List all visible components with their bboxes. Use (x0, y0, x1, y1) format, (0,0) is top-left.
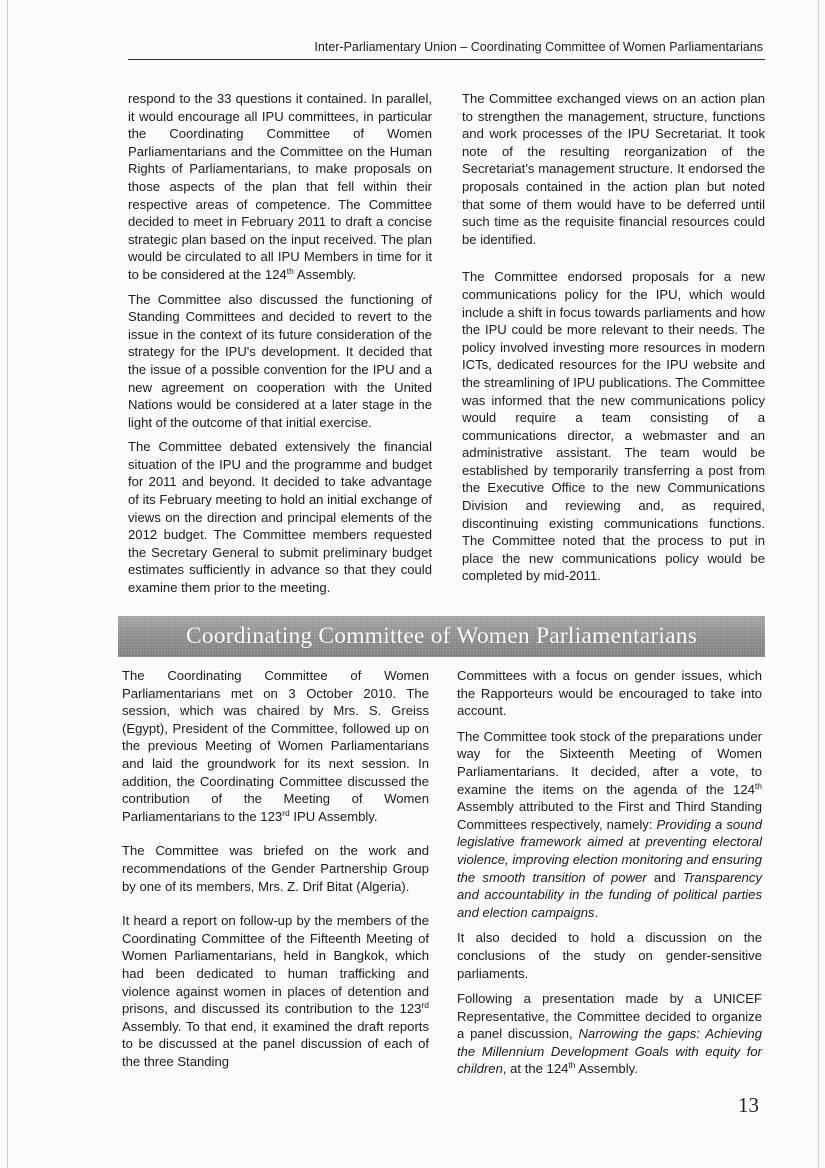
paragraph-standing-committees: The Committee also discussed the functioning of Standing Committees and decided to revert to the issue in the context of its future consideration of the strategy for the IPU's development. It decided that the issue of a possible convention for the IPU and a new agreement on cooperation with the United Nations would be considered at a later stage in the light of the outcome of that initial exercise. (128, 291, 432, 430)
paragraph-sixteenth-meeting: The Committee took stock of the preparations under way for the Sixteenth Meeting of Women Parliamentarians. It decided, after a vote, to examine the items on the agenda of the 124th Assembly attributed to the First and Third Standing Committees respectively, namely: Providing a sound legislative framework aimed at preventing electoral violence, improving election monitoring and ensuring the smooth transition of power and Transparency and accountability in the funding of political parties and election campaigns. (457, 728, 762, 920)
paragraph-communications-policy: The Committee endorsed proposals for a new communications policy for the IPU, which would include a shift in focus towards parliaments and how the IPU could be more relevant to their needs. The policy involved investing more resources in modern ICTs, dedicated resources for the IPU website and the streamlining of IPU publications. The Committee was informed that the new communications policy would require a team consisting of a communications director, a webmaster and an administrative assistant. The team would be established by temporarily transferring a post from the Executive Office to the new Communications Division and reviewing and, as required, discontinuing existing communications functions. The Committee noted that the process to put in place the new communications policy would be completed by mid-2011. (462, 269, 765, 584)
paragraph-meeting-summary: The Coordinating Committee of Women Parliamentarians met on 3 October 2010. The session, which was chaired by Mrs. S. Greiss (Egypt), President of the Committee, followed up on the previous Meeting of Women Parliamentarians and laid the groundwork for its next session. In addition, the Coordinating Committee discussed the contribution of the Meeting of Women Parliamentarians to the 123rd IPU Assembly. (122, 668, 429, 824)
paragraph-unicef-panel: Following a presentation made by a UNICEF Representative, the Committee decided to organize a panel discussion, Narrowing the gaps: Achieving the Millennium Development Goals with equity for children, at the 124th Assembly. (457, 991, 762, 1077)
paragraph-action-plan: The Committee exchanged views on an action plan to strengthen the management, structure, functions and work processes of the IPU Secretariat. It took note of the resulting reorganization of the Secretariat's management structure. It endorsed the proposals contained in the action plan but noted that some of them would have to be deferred until such time as the requisite financial resources could be identified. (462, 91, 765, 247)
section-banner (118, 616, 765, 657)
paragraph-strategic-plan: respond to the 33 questions it contained. In parallel, it would encourage all IPU committees, in particular the Coordinating Committee of Women Parliamentarians and the Committee on the Human Rights of Parliamentarians, to make proposals on those aspects of the plan that fell within their respective areas of competence. The Committee decided to meet in February 2011 to draft a concise strategic plan based on the input received. The plan would be circulated to all IPU Members in time for it to be considered at the 124th Assembly. (128, 91, 432, 282)
column-top-left (128, 90, 432, 597)
paragraph-gender-partnership: The Committee was briefed on the work and recommendations of the Gender Partnership Group by one of its members, Mrs. Z. Drif Bitat (Algeria). (122, 843, 429, 894)
column-bottom-right (457, 667, 762, 1078)
paragraph-rapporteurs: Committees with a focus on gender issues, which the Rapporteurs would be encouraged to take into account. (457, 668, 762, 719)
scan-edge-right (818, 0, 819, 1168)
header-rule (128, 59, 765, 60)
paragraph-gender-sensitive-study: It also decided to hold a discussion on the conclusions of the study on gender-sensitive parliaments. (457, 930, 762, 981)
scan-edge-left (7, 0, 8, 1168)
paragraph-follow-up-report: It heard a report on follow-up by the members of the Coordinating Committee of the Fifteenth Meeting of Women Parliamentarians, held in Bangkok, which had been dedicated to human trafficking and violence against women in places of detention and prisons, and discussed its contribution to the 123rd Assembly. To that end, it examined the draft reports to be discussed at the panel discussion of each of the three Standing (122, 913, 429, 1069)
page-number: 13 (738, 1093, 759, 1117)
column-top-right (462, 90, 765, 585)
running-header: Inter-Parliamentary Union – Coordinating Committee of Women Parliamentarians (314, 40, 763, 54)
section-title: Coordinating Committee of Women Parliamentarians (185, 623, 698, 649)
paragraph-financial-situation: The Committee debated extensively the financial situation of the IPU and the programme and budget for 2011 and beyond. It decided to take advantage of its February meeting to hold an initial exchange of views on the direction and principal elements of the 2012 budget. The Committee members requested the Secretary General to submit preliminary budget estimates sufficiently in advance so that they could examine them prior to the meeting. (128, 439, 432, 596)
column-bottom-left (122, 667, 429, 1070)
